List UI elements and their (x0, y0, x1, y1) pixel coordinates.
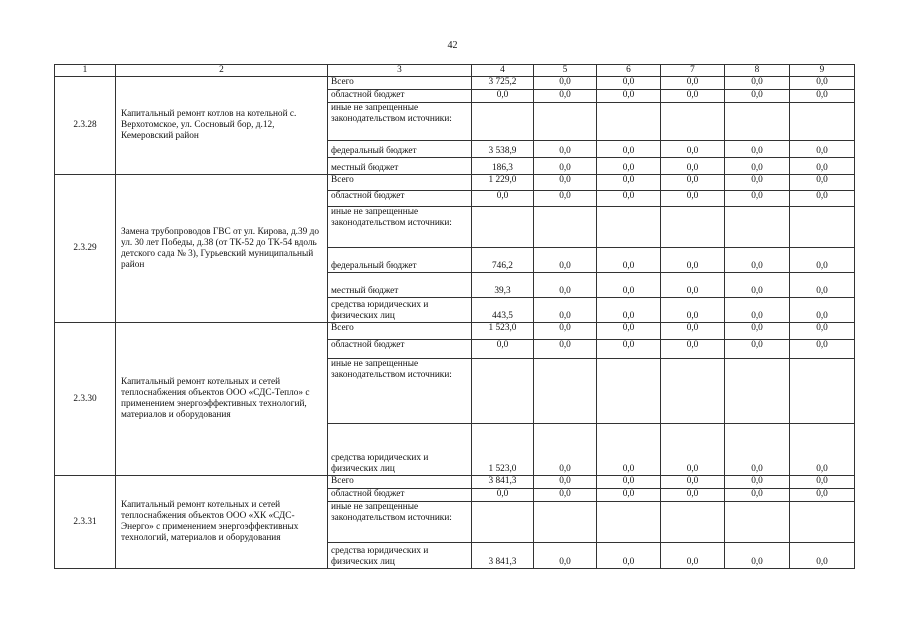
funding-source: средства юридических и физических лиц (328, 543, 472, 569)
table-row (55, 476, 855, 489)
amount-cell: 0,0 (790, 298, 855, 323)
project-name: Капитальный ремонт котлов на котельной с. Верхотомское, ул. Сосновый бор, д.12, Кемеровский район (116, 77, 328, 175)
amount-cell: 0,0 (661, 298, 725, 323)
amount-cell: 0,0 (597, 248, 661, 273)
amount-cell: 0,0 (725, 273, 790, 298)
column-number: 2 (116, 65, 328, 77)
column-number: 6 (597, 65, 661, 77)
amount-cell: 1 523,0 (472, 424, 534, 476)
funding-source: местный бюджет (328, 158, 472, 175)
amount-cell (790, 103, 855, 141)
amount-cell: 0,0 (725, 323, 790, 340)
funding-source: областной бюджет (328, 340, 472, 359)
amount-cell: 0,0 (725, 248, 790, 273)
amount-cell: 0,0 (661, 248, 725, 273)
column-number: 1 (55, 65, 116, 77)
amount-cell: 0,0 (661, 489, 725, 502)
amount-cell: 0,0 (725, 489, 790, 502)
amount-cell: 0,0 (534, 298, 597, 323)
funding-source: областной бюджет (328, 489, 472, 502)
amount-cell (790, 359, 855, 424)
amount-cell (597, 502, 661, 543)
amount-cell: 0,0 (534, 248, 597, 273)
amount-cell: 1 229,0 (472, 175, 534, 191)
amount-cell: 443,5 (472, 298, 534, 323)
amount-cell: 0,0 (790, 141, 855, 158)
amount-cell: 0,0 (725, 340, 790, 359)
amount-cell: 3 841,3 (472, 476, 534, 489)
column-number: 9 (790, 65, 855, 77)
amount-cell: 0,0 (661, 90, 725, 103)
amount-cell: 0,0 (534, 77, 597, 90)
amount-cell: 0,0 (597, 476, 661, 489)
funding-source: иные не запрещенные законодательством источники: (328, 103, 472, 141)
amount-cell: 0,0 (725, 191, 790, 207)
amount-cell: 0,0 (790, 489, 855, 502)
amount-cell: 0,0 (597, 191, 661, 207)
amount-cell: 0,0 (790, 323, 855, 340)
funding-source: средства юридических и физических лиц (328, 424, 472, 476)
amount-cell: 0,0 (597, 298, 661, 323)
funding-source: иные не запрещенные законодательством источники: (328, 359, 472, 424)
amount-cell: 0,0 (661, 424, 725, 476)
amount-cell: 0,0 (472, 90, 534, 103)
funding-source: федеральный бюджет (328, 248, 472, 273)
project-name: Замена трубопроводов ГВС от ул. Кирова, д.39 до ул. 30 лет Победы, д.38 (от ТК-52 до ТК-54 вдоль детского сада № 3), Гурьевский муниципальный район (116, 175, 328, 323)
amount-cell: 0,0 (597, 175, 661, 191)
amount-cell (534, 207, 597, 248)
funding-source: Всего (328, 323, 472, 340)
project-code: 2.3.31 (55, 476, 116, 569)
amount-cell: 3 725,2 (472, 77, 534, 90)
funding-source: иные не запрещенные законодательством источники: (328, 207, 472, 248)
amount-cell: 0,0 (661, 141, 725, 158)
amount-cell (472, 103, 534, 141)
amount-cell: 0,0 (534, 158, 597, 175)
amount-cell: 0,0 (534, 141, 597, 158)
amount-cell: 0,0 (790, 77, 855, 90)
project-name: Капитальный ремонт котельных и сетей теплоснабжения объектов ООО «ХК «СДС-Энерго» с применением энергоэффективных технологий, материалов и оборудования (116, 476, 328, 569)
amount-cell: 186,3 (472, 158, 534, 175)
amount-cell (534, 502, 597, 543)
amount-cell: 0,0 (597, 90, 661, 103)
amount-cell (661, 359, 725, 424)
amount-cell: 0,0 (661, 77, 725, 90)
amount-cell (725, 359, 790, 424)
amount-cell: 0,0 (790, 424, 855, 476)
funding-source: федеральный бюджет (328, 141, 472, 158)
funding-source: Всего (328, 476, 472, 489)
amount-cell: 3 538,9 (472, 141, 534, 158)
column-number: 7 (661, 65, 725, 77)
amount-cell: 0,0 (661, 158, 725, 175)
amount-cell (725, 502, 790, 543)
amount-cell: 0,0 (661, 273, 725, 298)
amount-cell: 0,0 (661, 543, 725, 569)
amount-cell: 0,0 (534, 90, 597, 103)
amount-cell: 0,0 (725, 158, 790, 175)
amount-cell: 0,0 (472, 489, 534, 502)
amount-cell: 0,0 (597, 273, 661, 298)
amount-cell: 0,0 (597, 489, 661, 502)
amount-cell: 0,0 (597, 77, 661, 90)
page-number: 42 (447, 40, 458, 51)
amount-cell (534, 359, 597, 424)
funding-source: средства юридических и физических лиц (328, 298, 472, 323)
amount-cell (725, 207, 790, 248)
table-row (55, 323, 855, 340)
amount-cell (661, 502, 725, 543)
amount-cell: 746,2 (472, 248, 534, 273)
table-body (55, 65, 855, 569)
amount-cell: 0,0 (534, 191, 597, 207)
funding-source: областной бюджет (328, 90, 472, 103)
amount-cell (661, 103, 725, 141)
amount-cell (472, 502, 534, 543)
project-code: 2.3.28 (55, 77, 116, 175)
column-number: 3 (328, 65, 472, 77)
amount-cell (597, 103, 661, 141)
project-code: 2.3.29 (55, 175, 116, 323)
amount-cell (597, 359, 661, 424)
amount-cell: 0,0 (661, 175, 725, 191)
amount-cell: 0,0 (534, 489, 597, 502)
amount-cell: 0,0 (534, 476, 597, 489)
amount-cell (790, 502, 855, 543)
amount-cell: 0,0 (534, 424, 597, 476)
amount-cell: 0,0 (472, 191, 534, 207)
amount-cell (472, 359, 534, 424)
amount-cell: 0,0 (790, 175, 855, 191)
amount-cell: 0,0 (790, 543, 855, 569)
column-number: 5 (534, 65, 597, 77)
amount-cell: 0,0 (661, 191, 725, 207)
project-name: Капитальный ремонт котельных и сетей теплоснабжения объектов ООО «СДС-Тепло» с применением энергоэффективных технологий, материалов и оборудования (116, 323, 328, 476)
amount-cell (534, 103, 597, 141)
amount-cell: 0,0 (725, 90, 790, 103)
amount-cell: 0,0 (790, 248, 855, 273)
budget-table (54, 64, 855, 569)
amount-cell (661, 207, 725, 248)
amount-cell (472, 207, 534, 248)
funding-source: иные не запрещенные законодательством источники: (328, 502, 472, 543)
amount-cell: 0,0 (534, 273, 597, 298)
amount-cell: 0,0 (597, 323, 661, 340)
amount-cell: 39,3 (472, 273, 534, 298)
amount-cell: 0,0 (661, 476, 725, 489)
amount-cell: 0,0 (534, 323, 597, 340)
amount-cell: 0,0 (725, 424, 790, 476)
funding-source: Всего (328, 77, 472, 90)
amount-cell: 0,0 (725, 298, 790, 323)
amount-cell: 0,0 (661, 323, 725, 340)
amount-cell: 0,0 (534, 175, 597, 191)
column-number: 4 (472, 65, 534, 77)
table-row (55, 175, 855, 191)
amount-cell: 0,0 (725, 543, 790, 569)
amount-cell: 0,0 (725, 175, 790, 191)
amount-cell: 1 523,0 (472, 323, 534, 340)
amount-cell: 0,0 (725, 141, 790, 158)
funding-source: местный бюджет (328, 273, 472, 298)
amount-cell: 0,0 (661, 340, 725, 359)
amount-cell: 0,0 (790, 90, 855, 103)
amount-cell: 0,0 (790, 340, 855, 359)
amount-cell: 0,0 (534, 543, 597, 569)
amount-cell: 0,0 (534, 340, 597, 359)
amount-cell (597, 207, 661, 248)
amount-cell (790, 207, 855, 248)
amount-cell: 0,0 (597, 340, 661, 359)
amount-cell: 3 841,3 (472, 543, 534, 569)
amount-cell (725, 103, 790, 141)
funding-source: Всего (328, 175, 472, 191)
amount-cell: 0,0 (790, 476, 855, 489)
amount-cell: 0,0 (790, 158, 855, 175)
amount-cell: 0,0 (597, 543, 661, 569)
amount-cell: 0,0 (790, 273, 855, 298)
project-code: 2.3.30 (55, 323, 116, 476)
amount-cell: 0,0 (597, 424, 661, 476)
amount-cell: 0,0 (725, 77, 790, 90)
amount-cell: 0,0 (790, 191, 855, 207)
column-number-row (55, 65, 855, 77)
table-row (55, 77, 855, 90)
amount-cell: 0,0 (597, 158, 661, 175)
amount-cell: 0,0 (472, 340, 534, 359)
amount-cell: 0,0 (597, 141, 661, 158)
amount-cell: 0,0 (725, 476, 790, 489)
funding-source: областной бюджет (328, 191, 472, 207)
column-number: 8 (725, 65, 790, 77)
